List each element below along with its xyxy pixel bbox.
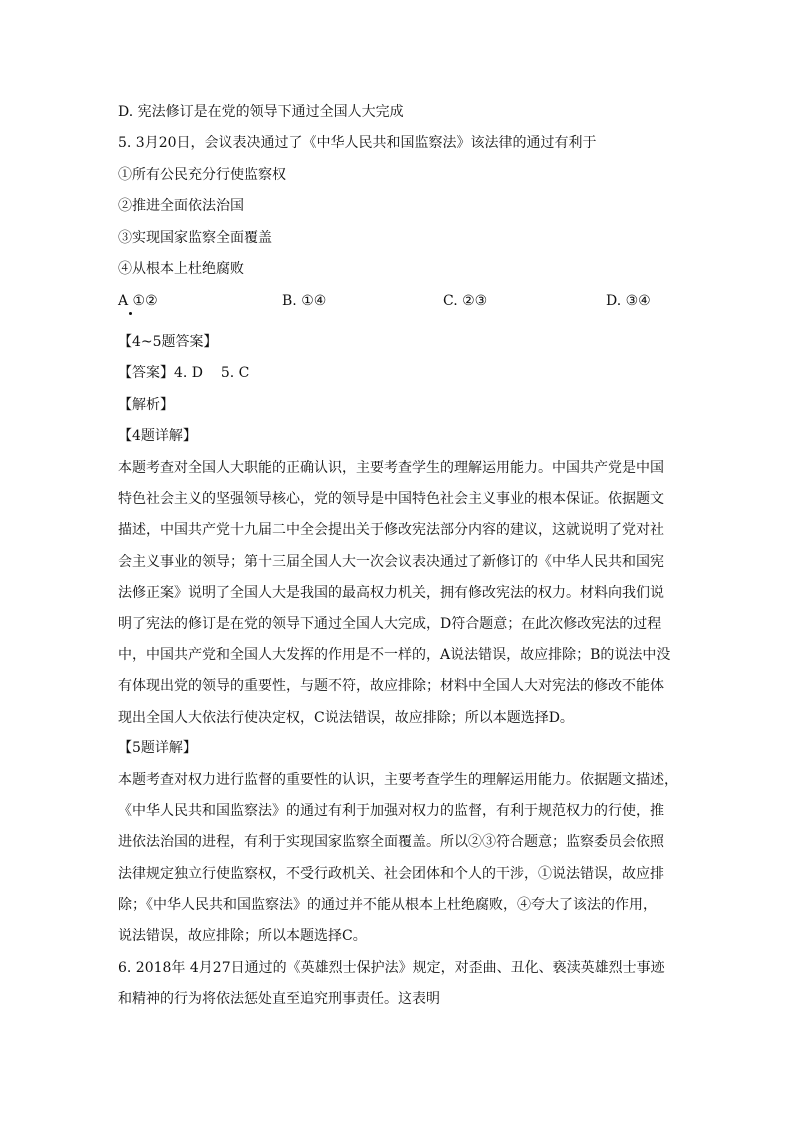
q4-detail-line: 会主义事业的领导；第十三届全国人大一次会议表决通过了新修订的《中华人民共和国宪	[118, 553, 664, 570]
q5-detail-title: 【5题详解】	[118, 740, 197, 756]
option-a-dot-mark	[129, 312, 132, 315]
q5-detail-line: 《中华人民共和国监察法》的通过有利于加强对权力的监督，有利于规范权力的行使，推	[118, 803, 664, 820]
q4-detail-line: 明了宪法的修订是在党的领导下通过全国人大完成，D符合题意；在此次修改宪法的过程	[118, 615, 662, 632]
q5-option-d: D. ③④	[606, 293, 651, 309]
q5-detail-line: 进依法治国的进程，有利于实现国家监察全面覆盖。所以②③符合题意；监察委员会依照	[118, 834, 664, 851]
q5-option-a: A ①②	[118, 293, 158, 309]
q5-option-c: C. ②③	[443, 293, 488, 309]
q5-item-1: ①所有公民充分行使监察权	[118, 167, 286, 183]
q4-detail-line: 特色社会主义的坚强领导核心，党的领导是中国特色社会主义事业的根本保证。依据题文	[118, 491, 664, 508]
q6-line: 6. 2018年 4月27日通过的《英雄烈士保护法》规定，对歪曲、丑化、亵渎英雄烈士事迹	[118, 960, 665, 976]
answer-line: 【答案】4. D 5. C	[118, 365, 250, 381]
q5-detail-line: 本题考查对权力进行监督的重要性的认识，主要考查学生的理解运用能力。依据题文描述，	[118, 772, 678, 788]
q4-detail-line: 描述，中国共产党十九届二中全会提出关于修改宪法部分内容的建议，这就说明了党对社	[118, 522, 664, 539]
q5-item-4: ④从根本上杜绝腐败	[118, 261, 244, 277]
q5-detail-line: 说法错误，故应排除；所以本题选择C。	[118, 927, 367, 944]
q4-detail-title: 【4题详解】	[118, 428, 197, 444]
analysis-title: 【解析】	[118, 397, 174, 413]
q5-item-2: ②推进全面依法治国	[118, 198, 244, 214]
q5-detail-line: 除；《中华人民共和国监察法》的通过并不能从根本上杜绝腐败，④夸大了该法的作用，	[118, 896, 657, 913]
q5-stem: 5. 3月20日，会议表决通过了《中华人民共和国监察法》该法律的通过有利于	[118, 135, 597, 151]
q4-detail-line: 本题考查对全国人大职能的正确认识，主要考查学生的理解运用能力。中国共产党是中国	[118, 460, 664, 476]
q5-detail-paragraph	[118, 770, 678, 957]
answer-header: 【4~5题答案】	[118, 334, 218, 350]
q5-option-b: B. ①④	[282, 293, 327, 309]
q6-line: 和精神的行为将依法惩处直至追究刑事责任。这表明	[118, 991, 440, 1008]
q4-detail-line: 有体现出党的领导的重要性，与题不符，故应排除；材料中全国人大对宪法的修改不能体	[118, 678, 664, 695]
q5-item-3: ③实现国家监察全面覆盖	[118, 230, 272, 246]
q4-detail-line: 中，中国共产党和全国人大发挥的作用是不一样的，A说法错误，故应排除；B的说法中没	[118, 647, 671, 664]
q4-detail-paragraph	[118, 458, 678, 739]
q4-option-d: D. 宪法修订是在党的领导下通过全国人大完成	[118, 104, 404, 120]
q4-detail-line: 现出全国人大依法行使决定权，C说法错误，故应排除；所以本题选择D。	[118, 709, 574, 726]
q4-detail-line: 法修正案》说明了全国人大是我国的最高权力机关，拥有修改宪法的权力。材料向我们说	[118, 584, 664, 601]
q6-paragraph	[118, 958, 678, 1020]
q5-detail-line: 法律规定独立行使监察权，不受行政机关、社会团体和个人的干涉，①说法错误，故应排	[118, 865, 664, 882]
